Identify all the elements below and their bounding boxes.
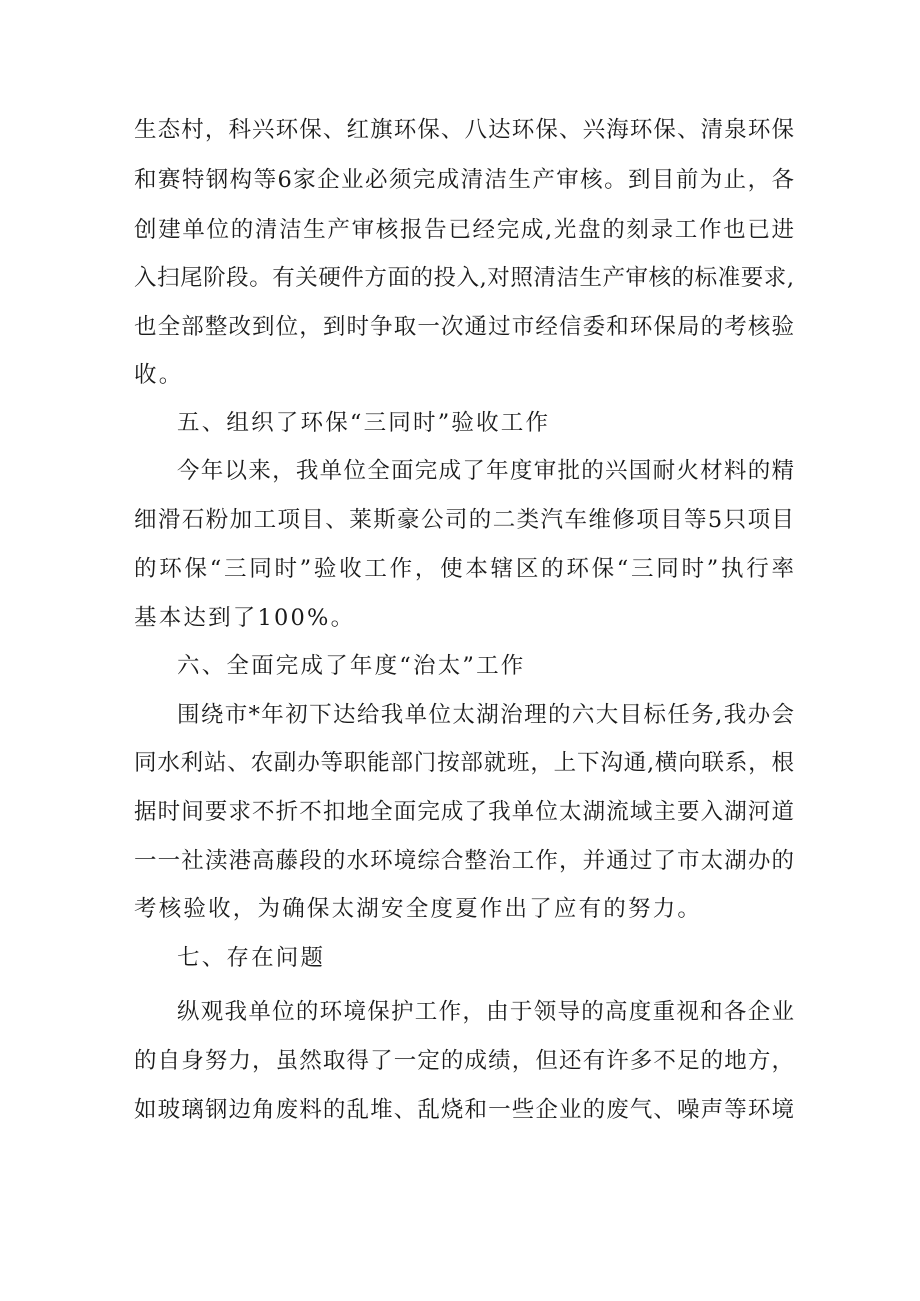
section-heading: 五、组织了环保“三同时”验收工作: [177, 410, 551, 436]
body-text-line: 纵观我单位的环境保护工作，由于领导的高度重视和各企业: [177, 999, 794, 1025]
body-text-line: 今年以来，我单位全面完成了年度审批的兴国耐火材料的精: [177, 458, 794, 484]
section-heading: 六、全面完成了年度“治太”工作: [177, 653, 526, 679]
body-text-line: 考核验收，为确保太湖安全度夏作出了应有的努力。: [134, 896, 703, 922]
body-text-line: 一一社渎港高藤段的水环境综合整治工作，并通过了市太湖办的: [134, 848, 794, 874]
body-text-line: 和赛特钢构等6家企业必须完成清洁生产审核。到目前为止，各: [134, 167, 794, 193]
body-text-line: 如玻璃钢边角废料的乱堆、乱烧和一些企业的废气、噪声等环境: [134, 1097, 794, 1123]
body-text-line: 基本达到了100%。: [134, 605, 356, 631]
body-text-line: 入扫尾阶段。有关硬件方面的投入,对照清洁生产审核的标准要求,: [134, 265, 794, 291]
body-text-line: 收。: [134, 362, 184, 388]
body-text-line: 的环保“三同时”验收工作，使本辖区的环保“三同时”执行率: [134, 556, 794, 582]
body-text-line: 也全部整改到位，到时争取一次通过市经信委和环保局的考核验: [134, 314, 794, 340]
body-text-line: 围绕市*年初下达给我单位太湖治理的六大目标任务,我办会: [177, 702, 794, 728]
section-heading: 七、存在问题: [177, 945, 326, 971]
body-text-line: 同水利站、农副办等职能部门按部就班，上下沟通,横向联系，根: [134, 750, 794, 776]
body-text-line: 据时间要求不折不扣地全面完成了我单位太湖流域主要入湖河道: [134, 799, 794, 825]
body-text-line: 创建单位的清洁生产审核报告已经完成,光盘的刻录工作也已进: [134, 217, 794, 243]
body-text-line: 生态村，科兴环保、红旗环保、八达环保、兴海环保、清泉环保: [134, 117, 794, 143]
body-text-line: 的自身努力，虽然取得了一定的成绩，但还有许多不足的地方，: [134, 1048, 794, 1074]
body-text-line: 细滑石粉加工项目、莱斯豪公司的二类汽车维修项目等5只项目: [134, 507, 794, 533]
